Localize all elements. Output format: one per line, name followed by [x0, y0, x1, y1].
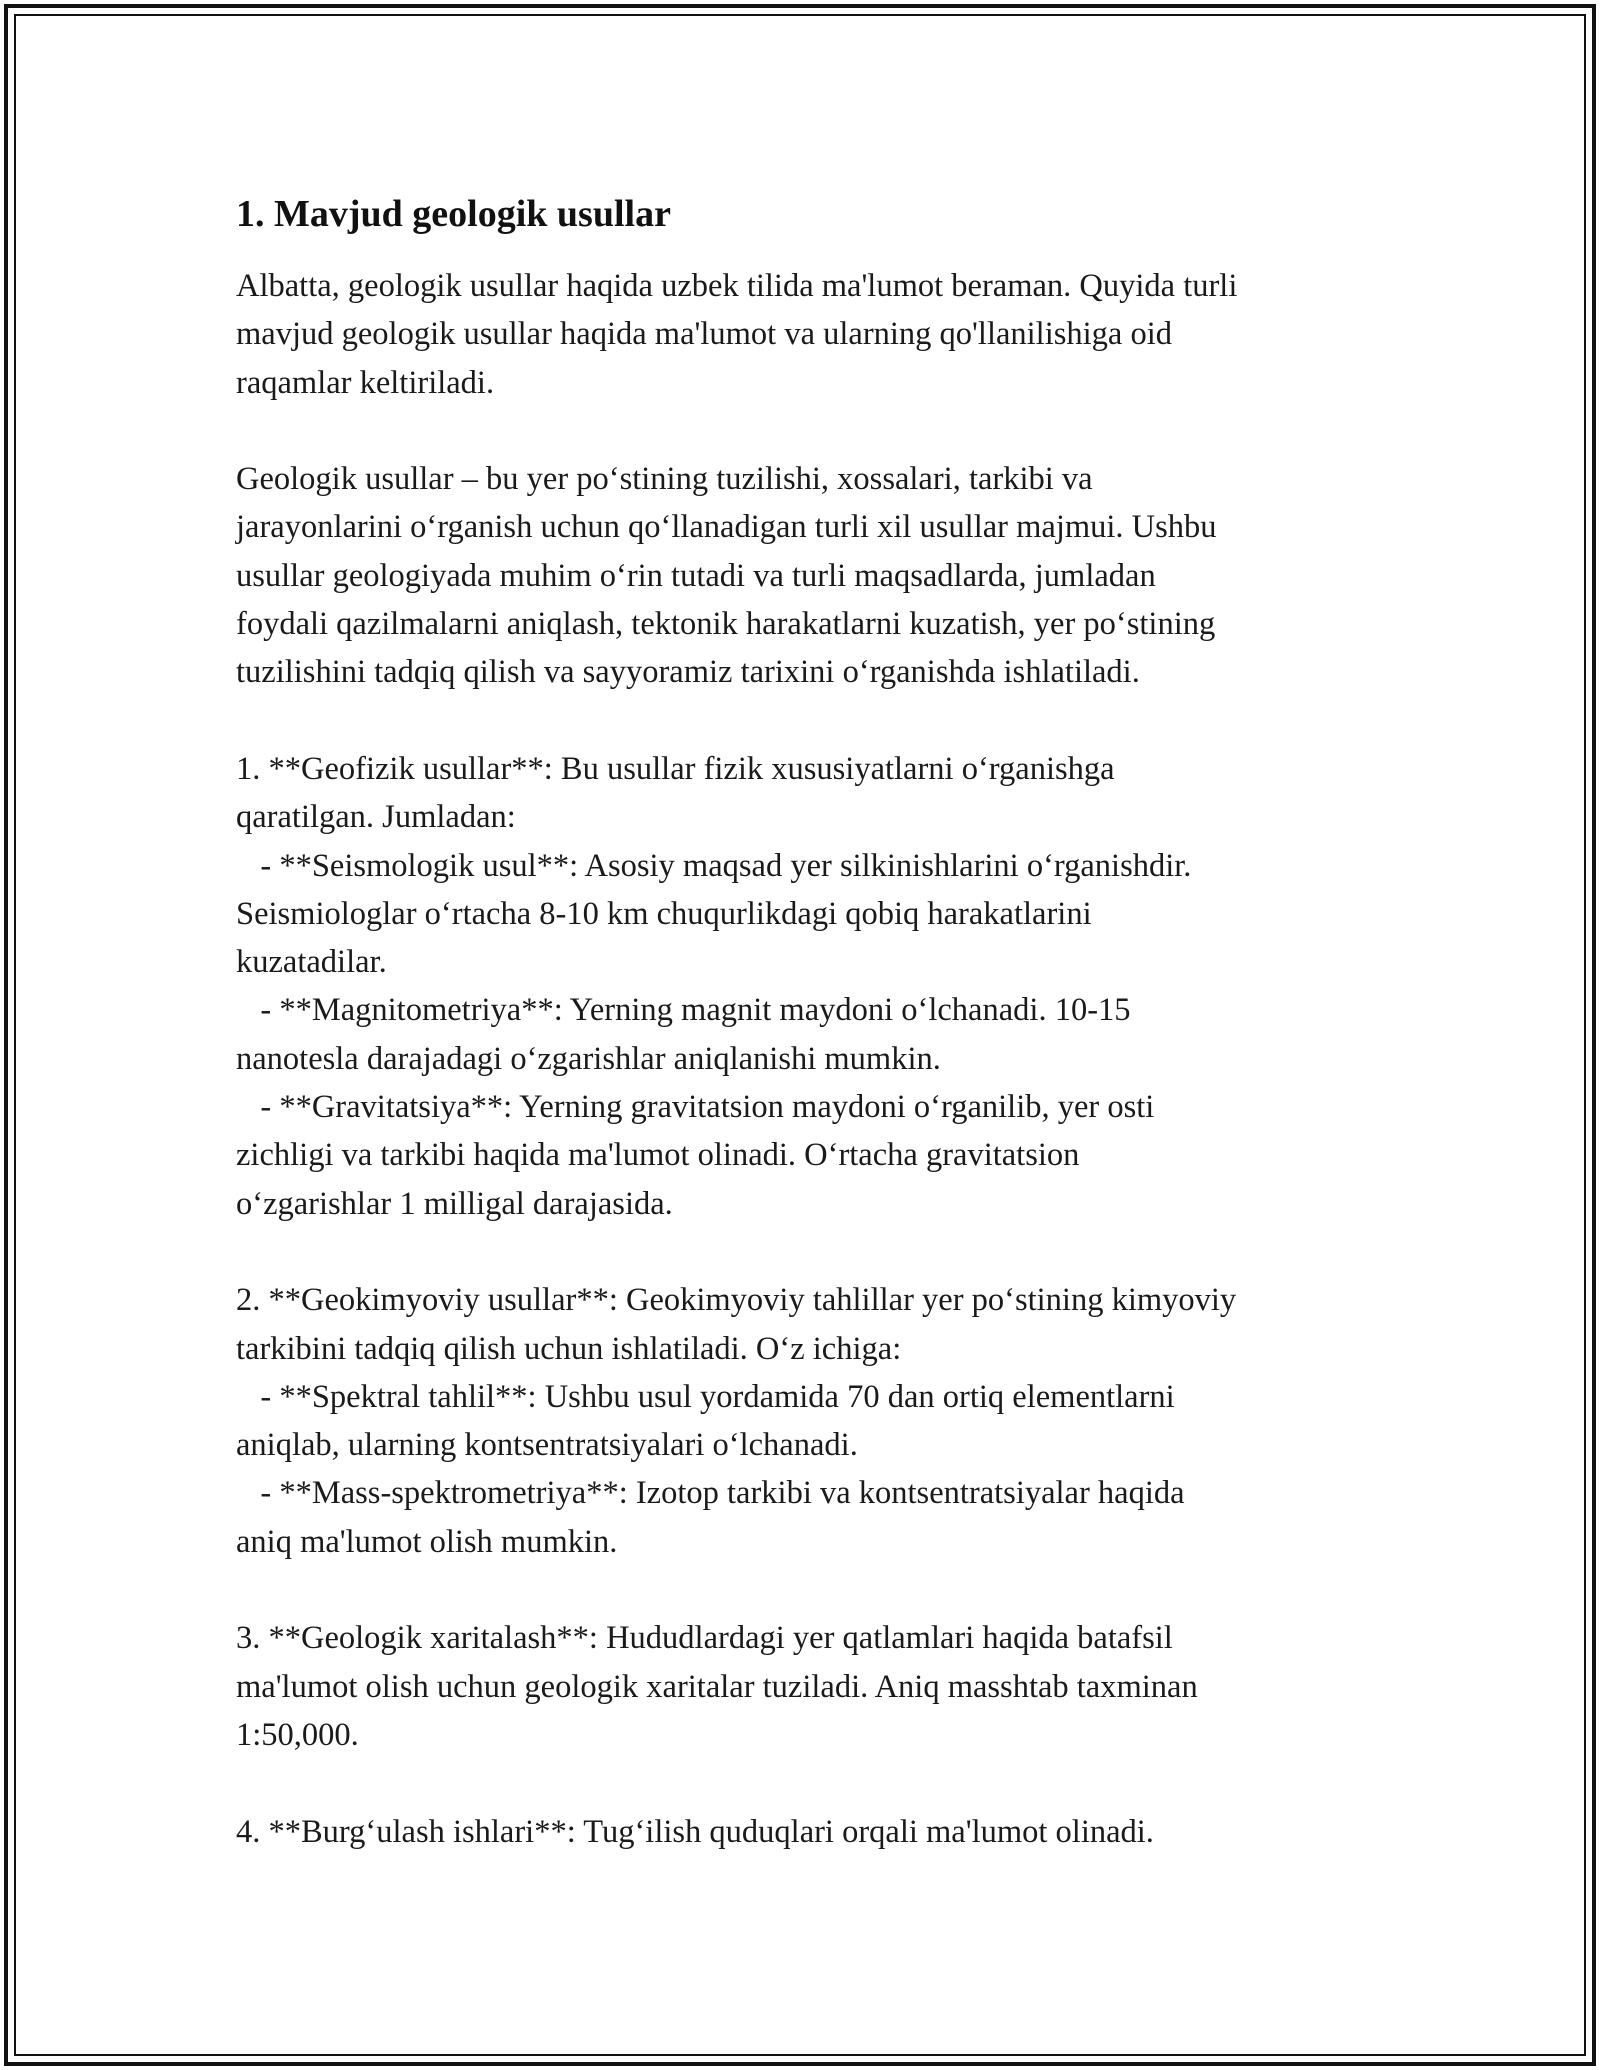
intro-paragraph: Albatta, geologik usullar haqida uzbek tilida ma'lumot beraman. Quyida turli mavjud geologik usullar haqida ma'lumot va ularning qo'llanilishiga oid raqamlar keltiriladi.	[236, 268, 1238, 401]
paragraph-gap	[236, 407, 1376, 455]
document-page	[236, 190, 1376, 1856]
definition-paragraph: Geologik usullar – bu yer po‘stining tuzilishi, xossalari, tarkibi va jarayonlarini o‘rganish uchun qo‘llanadigan turli xil usullar majmui. Ushbu usullar geologiyada muhim o‘rin tutadi va turli maqsadlarda, jumladan foydali qazilmalarni aniqlash, tektonik harakatlarni kuzatish, yer po‘stining tuzilishini tadqiq qilish va sayyoramiz tarixini o‘rganishda ishlatiladi.	[236, 461, 1217, 691]
paragraph-gap	[236, 1759, 1376, 1807]
section-geochemical-methods: 2. **Geokimyoviy usullar**: Geokimyoviy tahlillar yer po‘stining kimyoviy tarkibini tadqiq qilish uchun ishlatiladi. O‘z ichiga: - **Spektral tahlil**: Ushbu usul yordamida 70 dan ortiq elementlarni aniqlab, ularning kontsentratsiyalari o‘lchanadi. - **Mass-spektrometriya**: Izotop tarkibi va kontsentratsiyalar haqida aniq ma'lumot olish mumkin.	[236, 1282, 1237, 1560]
paragraph-gap	[236, 697, 1376, 745]
section-geophysical-methods: 1. **Geofizik usullar**: Bu usullar fizik xususiyatlarni o‘rganishga qaratilgan. Jumladan: - **Seismologik usul**: Asosiy maqsad yer silkinishlarini o‘rganishdir. Seismiologlar o‘rtacha 8-10 km chuqurlikdagi qobiq harakatlarini kuzatadilar. - **Magnitometriya**: Yerning magnit maydoni o‘lchanadi. 10-15 nanotesla darajadagi o‘zgarishlar aniqlanishi mumkin. - **Gravitatsiya**: Yerning gravitatsion maydoni o‘rganilib, yer osti zichligi va tarkibi haqida ma'lumot olinadi. O‘rtacha gravitatsion o‘zgarishlar 1 milligal darajasida.	[236, 750, 1192, 1222]
paragraph-gap	[236, 1566, 1376, 1614]
section-geological-mapping: 3. **Geologik xaritalash**: Hududlardagi yer qatlamlari haqida batafsil ma'lumot olish uchun geologik xaritalar tuziladi. Aniq masshtab taxminan 1:50,000.	[236, 1620, 1198, 1753]
paragraph-gap	[236, 1228, 1376, 1276]
document-title: 1. Mavjud geologik usullar	[236, 193, 671, 235]
section-drilling-works: 4. **Burg‘ulash ishlari**: Tug‘ilish quduqlari orqali ma'lumot olinadi.	[236, 1813, 1154, 1850]
